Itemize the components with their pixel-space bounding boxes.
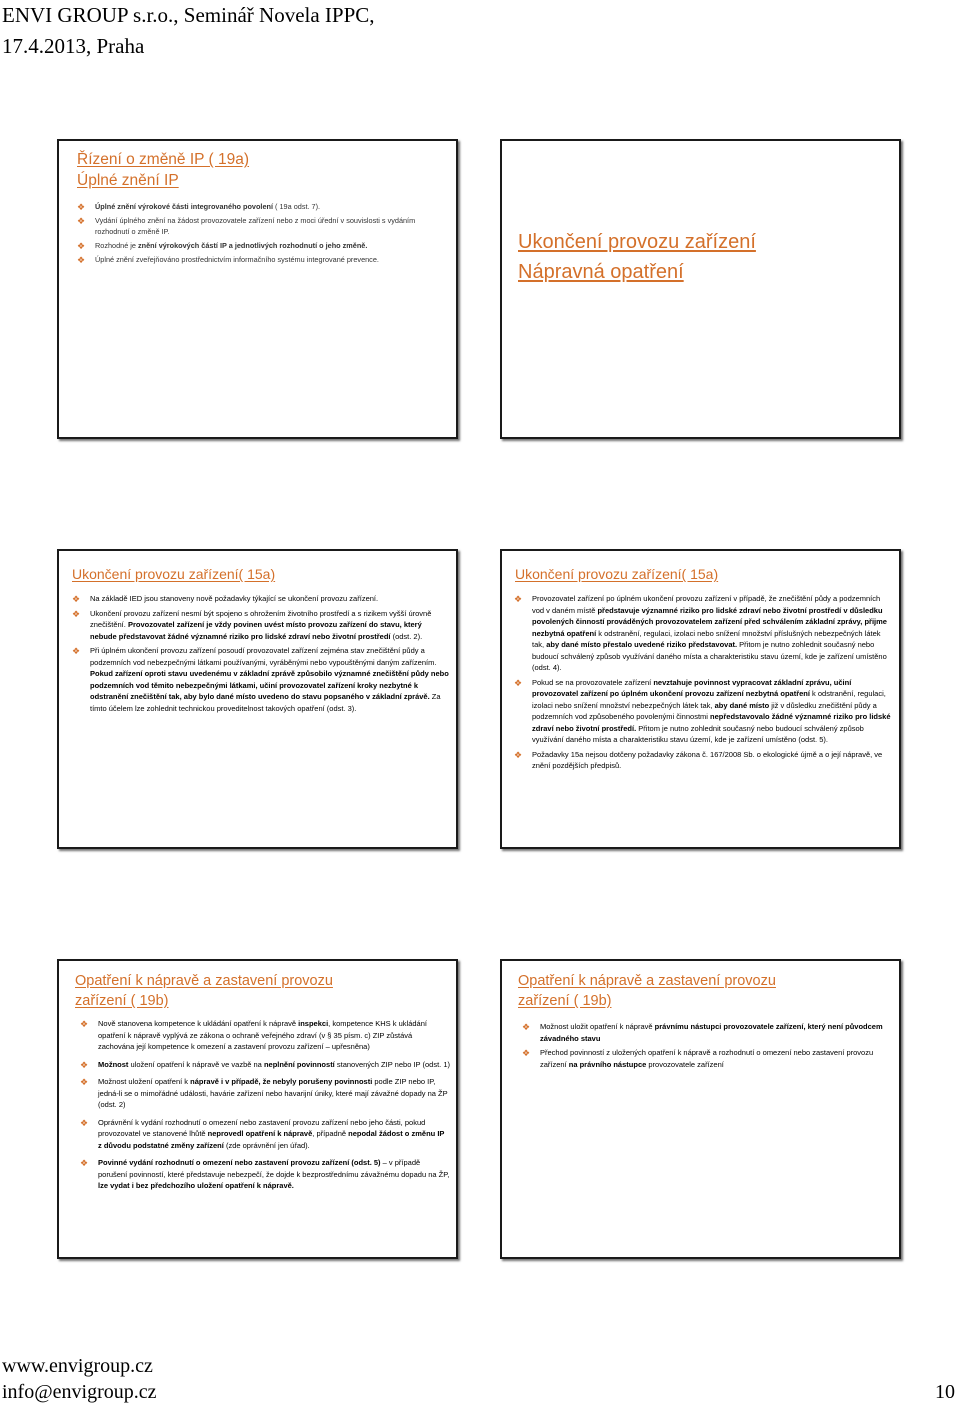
bullet-text: Vydání úplného znění na žádost provozovatele zařízení nebo z moci úřední v souvislosti s vydáním rozhodnutí o změně IP. (95, 216, 416, 236)
bullet-item (514, 593, 892, 674)
slide-3 (57, 549, 458, 849)
diamond-bullet-icon: ❖ (80, 1158, 89, 1168)
slide-title-line: Opatření k nápravě a zastavení provozu (518, 973, 776, 989)
bullet-list (80, 1018, 450, 1198)
bullet-text: Možnost (98, 1059, 129, 1069)
bullet-text: – v případě porušení povinností, které představuje nebezpečí, že dojde k bezprostřednímu závažnému dopadu na ŽP, (98, 1158, 450, 1179)
diamond-bullet-icon: ❖ (514, 677, 523, 688)
bullet-text: Oprávnění k vydání rozhodnutí o omezení nebo zastavení provozu zařízení nebo jeho části, pokud provozovatel ve stanovené lhůtě (98, 1117, 426, 1138)
bullet-text: podle ZIP nebo IP, jedná-li se o mimořádné události, havárie zařízení nebo havarijní úniky, které mají závažné dopady na ŽP (odst. 2) (98, 1077, 448, 1109)
slide-title-line: zařízení ( 19b) (518, 993, 612, 1009)
diamond-bullet-icon: ❖ (514, 594, 523, 604)
bullet-text: na právního nástupce (568, 1059, 647, 1069)
slide-title-line: Ukončení provozu zařízení( 15a) (515, 566, 719, 582)
diamond-bullet-icon: ❖ (80, 1019, 89, 1029)
diamond-bullet-icon: ❖ (77, 255, 86, 265)
bullet-text: Rozhodné je (95, 241, 139, 250)
bullet-text: již v důsledku znečištění půdy a podzemních vod způsobeného povolenými činnostmi (532, 700, 877, 721)
page-number: 10 (935, 1381, 955, 1403)
slide-2 (500, 139, 901, 439)
bullet-text: Za tímto účelem lze zohlednit technickou proveditelnost takových opatření (odst. 3). (90, 692, 441, 713)
bullet-text: nepodal žádost o změnu IP z důvodu podstatné změny zařízení (98, 1129, 445, 1150)
bullet-item (522, 1047, 894, 1070)
bullet-text: , kompetence KHS k ukládání opatření k nápravě vyplývá ze zákona o ochraně veřejného zdraví (v § 35 písm. c) ZIP zůstává zachována její kompetence k omezení a zastavení provozu zařízení – upřesněna) (98, 1019, 427, 1051)
slide-4 (500, 549, 901, 849)
diamond-bullet-icon: ❖ (522, 1022, 531, 1032)
bullet-text: , případně (312, 1129, 349, 1138)
bullet-text: Nově stanovena kompetence k ukládání opatření k nápravě (98, 1019, 299, 1028)
bullet-text: k odstranění, regulaci, izolaci nebo snížení množství příslušných nebezpečných látek tak, (532, 628, 881, 649)
bullet-list (77, 201, 432, 268)
bullet-item (77, 254, 432, 265)
bullet-text: aby dané místo (714, 700, 770, 710)
bullet-item (522, 1021, 894, 1044)
diamond-bullet-icon: ❖ (77, 241, 86, 251)
bullet-text: (zde oprávnění jen úřad). (223, 1140, 310, 1150)
footer-website: www.envigroup.cz (2, 1355, 153, 1377)
bullet-text: (odst. 2). (390, 631, 423, 641)
slide-title-line: Ukončení provozu zařízení (518, 231, 756, 253)
slide-title (518, 227, 756, 287)
bullet-item (80, 1117, 450, 1152)
bullet-text: nepředstavovalo žádné významné riziko pro lidské zdraví nebo životní prostředí. (532, 712, 891, 733)
bullet-text: lze vydat i bez předchozího uložení opatření k nápravě. (98, 1181, 294, 1190)
bullet-text: Přitom je nutno zohlednit současný nebo budoucí schválený způsob využívání daného místa a charakteristiku stavu území, kde je zařízení umístěno (odst. 4). (532, 640, 887, 672)
bullet-item (80, 1157, 450, 1192)
diamond-bullet-icon: ❖ (80, 1117, 89, 1128)
bullet-item (514, 749, 892, 772)
bullet-text: Pokud se na provozovatele zařízení (532, 677, 654, 687)
diamond-bullet-icon: ❖ (80, 1077, 89, 1087)
slide-title (72, 565, 275, 583)
diamond-bullet-icon: ❖ (522, 1048, 531, 1058)
bullet-item (77, 201, 432, 212)
slide-6 (500, 959, 901, 1259)
bullet-text: Ukončení provozu zařízení nesmí být spojeno s ohrožením životního prostředí a s rizikem vyšší úrovně znečištění. (90, 608, 432, 629)
bullet-list (72, 593, 449, 717)
bullet-text: aby dané místo přestalo uvedené riziko představovat. (546, 640, 738, 649)
bullet-item (77, 215, 432, 237)
diamond-bullet-icon: ❖ (514, 749, 523, 760)
bullet-text: Možnost uložit opatření k nápravě (540, 1022, 655, 1031)
bullet-text: nevztahuje povinnost vypracovat základní zprávu, učiní provozovatel zařízení po úplném ukončení provozu zařízení nezbytná opatření (532, 677, 852, 698)
diamond-bullet-icon: ❖ (72, 646, 81, 656)
bullet-text: stanovených ZIP nebo IP (odst. 1) (334, 1059, 450, 1069)
footer-email: info@envigroup.cz (2, 1381, 157, 1403)
header-line-2: 17.4.2013, Praha (2, 34, 145, 58)
bullet-text: znění výrokových částí IP a jednotlivých rozhodnutí o jeho změně. (138, 241, 368, 250)
bullet-text: Požadavky 15a nejsou dotčeny požadavky zákona č. 167/2008 Sb. o ekologické újmě a o její nápravě, ve znění pozdějších předpisů. (532, 749, 883, 770)
diamond-bullet-icon: ❖ (72, 594, 81, 604)
slide-title (77, 149, 249, 191)
diamond-bullet-icon: ❖ (77, 216, 86, 226)
bullet-text: Přitom je nutno zohlednit současný nebo budoucí schválený způsob využívání daného místa a charakteristiku stavu území, kde je zařízení umístěno (odst. 5). (532, 723, 864, 744)
diamond-bullet-icon: ❖ (72, 608, 81, 619)
bullet-item (80, 1059, 450, 1071)
bullet-text: k odstranění, regulaci, izolaci nebo snížení množství nebezpečných látek tak, (532, 689, 886, 710)
bullet-text: Úplné znění zveřejňováno prostřednictvím informačního systému integrované prevence. (95, 255, 379, 264)
bullet-text: neprovedl opatření k nápravě (207, 1129, 313, 1138)
bullet-item (72, 608, 449, 643)
bullet-list (514, 593, 892, 775)
bullet-text: provozovatele zařízení (646, 1059, 724, 1069)
bullet-text: právnímu nástupci provozovatele zařízení, který není původcem závadného stavu (540, 1022, 883, 1043)
bullet-text: inspekci (298, 1019, 329, 1028)
bullet-text: ( 19a odst. 7). (273, 202, 321, 211)
bullet-item (77, 240, 432, 251)
bullet-text: uložení opatření k nápravě ve vazbě na (128, 1059, 264, 1069)
bullet-text: Přechod povinností z uložených opatření k nápravě a rozhodnutí o omezení nebo zastavení provozu zařízení (540, 1048, 874, 1069)
slide-title-line: zařízení ( 19b) (75, 993, 169, 1009)
bullet-text: Provozovatel zařízení po úplném ukončení provozu zařízení v případě, že znečištění půdy a podzemních vod v daném místě (532, 594, 881, 615)
slide-title-line: Nápravná opatření (518, 261, 684, 283)
bullet-text: Při úplném ukončení provozu zařízení posoudí provozovatel zařízení zejména stav znečištění půdy a podzemních vod nebezpečnými látkami používanými, vyráběnými nebo vypouštěnými daným zařízením. (90, 646, 437, 667)
bullet-text: Na základě IED jsou stanoveny nově požadavky týkající se ukončení provozu zařízení. (90, 594, 379, 603)
bullet-text: Pokud zařízení oproti stavu uvedenému v základní zprávě způsobilo významné znečištění půdy nebo podzemních vod těmito nebezpečnými látkami, učiní provozovatel zařízení kroky nezbytné k odstranění znečištění tak, aby bylo dané místo uvedeno do stavu popsaného v základní zprávě. (90, 669, 449, 701)
slide-5 (57, 959, 458, 1259)
bullet-text: Povinné vydání rozhodnutí o omezení nebo zastavení provozu zařízení (odst. 5) (98, 1158, 381, 1167)
slide-1 (57, 139, 458, 439)
slide-title-line: Úplné znění IP (77, 172, 179, 189)
diamond-bullet-icon: ❖ (77, 202, 86, 212)
bullet-text: Provozovatel zařízení je vždy povinen uvést místo provozu zařízení do stavu, který nebude představovat žádné významné riziko pro lidské zdraví nebo životní prostředí (90, 620, 422, 641)
bullet-text: představuje významné riziko pro lidské zdraví nebo životní prostředí v důsledku povolených činností prováděných provozovatelem zařízení před schválením základní zprávy, přijme nezbytná opatření (532, 605, 887, 638)
bullet-text: Úplné znění výrokové části integrovaného povolení (95, 202, 274, 211)
bullet-text: neplnění povinností (263, 1059, 335, 1069)
slide-title-line: Opatření k nápravě a zastavení provozu (75, 973, 333, 989)
slide-title (515, 565, 718, 583)
bullet-list (522, 1021, 894, 1073)
page-header (2, 0, 375, 62)
slide-title-line: Ukončení provozu zařízení( 15a) (72, 566, 276, 582)
bullet-text: Možnost uložení opatření k (98, 1077, 191, 1086)
slide-title-line: Řízení o změně IP ( 19a) (77, 151, 250, 168)
bullet-item (72, 593, 449, 605)
bullet-item (80, 1076, 450, 1111)
slide-title (518, 971, 776, 1011)
bullet-item (514, 677, 892, 746)
slide-title (75, 971, 333, 1011)
bullet-item (80, 1018, 450, 1053)
bullet-item (72, 645, 449, 714)
diamond-bullet-icon: ❖ (80, 1059, 89, 1070)
bullet-text: nápravě i v případě, že nebyly porušeny povinnosti (190, 1077, 373, 1086)
header-line-1: ENVI GROUP s.r.o., Seminář Novela IPPC, (2, 3, 375, 27)
